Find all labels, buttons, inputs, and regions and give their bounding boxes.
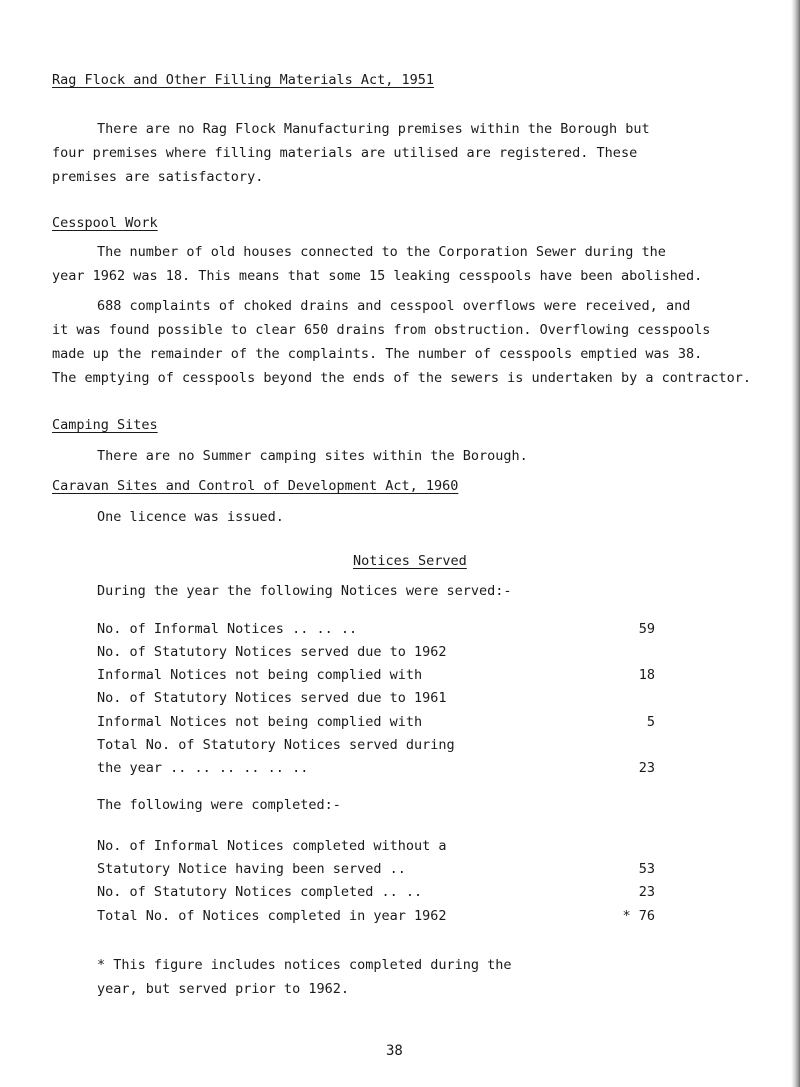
rag-flock-line-1: There are no Rag Flock Manufacturing premises within the Borough but: [97, 121, 650, 137]
page-number: 38: [386, 1043, 403, 1059]
cesspool-p2-line-4: The emptying of cesspools beyond the ends of the sewers is undertaken by a contractor.: [52, 370, 751, 386]
completed-row-text: No. of Statutory Notices completed .. ..: [97, 884, 423, 900]
camping-heading: Camping Sites: [52, 417, 158, 433]
caravan-heading: Caravan Sites and Control of Development Act, 1960: [52, 478, 459, 494]
served-row-text: Total No. of Statutory Notices served during: [97, 737, 455, 753]
served-row-value: 5: [646, 714, 655, 730]
rag-flock-heading: Rag Flock and Other Filling Materials Act, 1951: [52, 72, 435, 88]
served-row-value: 59: [638, 621, 655, 637]
completed-row-value: 53: [638, 861, 655, 877]
served-row-text: No. of Informal Notices .. .. ..: [97, 621, 358, 637]
notices-heading: Notices Served: [353, 553, 467, 569]
cesspool-p1-line-1: The number of old houses connected to the Corporation Sewer during the: [97, 244, 666, 260]
rag-flock-line-2: four premises where filling materials are utilised are registered. These: [52, 145, 638, 161]
completed-intro: The following were completed:-: [97, 797, 341, 813]
served-row-text: No. of Statutory Notices served due to 1961: [97, 690, 447, 706]
notices-intro: During the year the following Notices were served:-: [97, 583, 512, 599]
served-row-text: Informal Notices not being complied with: [97, 667, 423, 683]
scan-edge: [791, 0, 800, 1087]
footnote-line-2: year, but served prior to 1962.: [97, 981, 349, 997]
cesspool-heading: Cesspool Work: [52, 215, 158, 231]
served-row-value: 18: [638, 667, 655, 683]
completed-row-text: Statutory Notice having been served ..: [97, 861, 406, 877]
completed-row-value: * 76: [622, 908, 655, 924]
rag-flock-line-3: premises are satisfactory.: [52, 169, 264, 185]
cesspool-p1-line-2: year 1962 was 18. This means that some 15 leaking cesspools have been abolished.: [52, 268, 703, 284]
completed-row-text: No. of Informal Notices completed without a: [97, 838, 447, 854]
served-row-text: No. of Statutory Notices served due to 1962: [97, 644, 447, 660]
camping-line: There are no Summer camping sites within the Borough.: [97, 448, 528, 464]
served-row-text: Informal Notices not being complied with: [97, 714, 423, 730]
footnote-line-1: * This figure includes notices completed during the: [97, 957, 512, 973]
completed-row-value: 23: [638, 884, 655, 900]
cesspool-p2-line-2: it was found possible to clear 650 drains from obstruction. Overflowing cesspools: [52, 322, 711, 338]
served-row-value: 23: [638, 760, 655, 776]
served-row-text: the year .. .. .. .. .. ..: [97, 760, 309, 776]
cesspool-p2-line-3: made up the remainder of the complaints. The number of cesspools emptied was 38.: [52, 346, 703, 362]
caravan-line: One licence was issued.: [97, 509, 284, 525]
cesspool-p2-line-1: 688 complaints of choked drains and cesspool overflows were received, and: [97, 298, 691, 314]
completed-row-text: Total No. of Notices completed in year 1962: [97, 908, 447, 924]
